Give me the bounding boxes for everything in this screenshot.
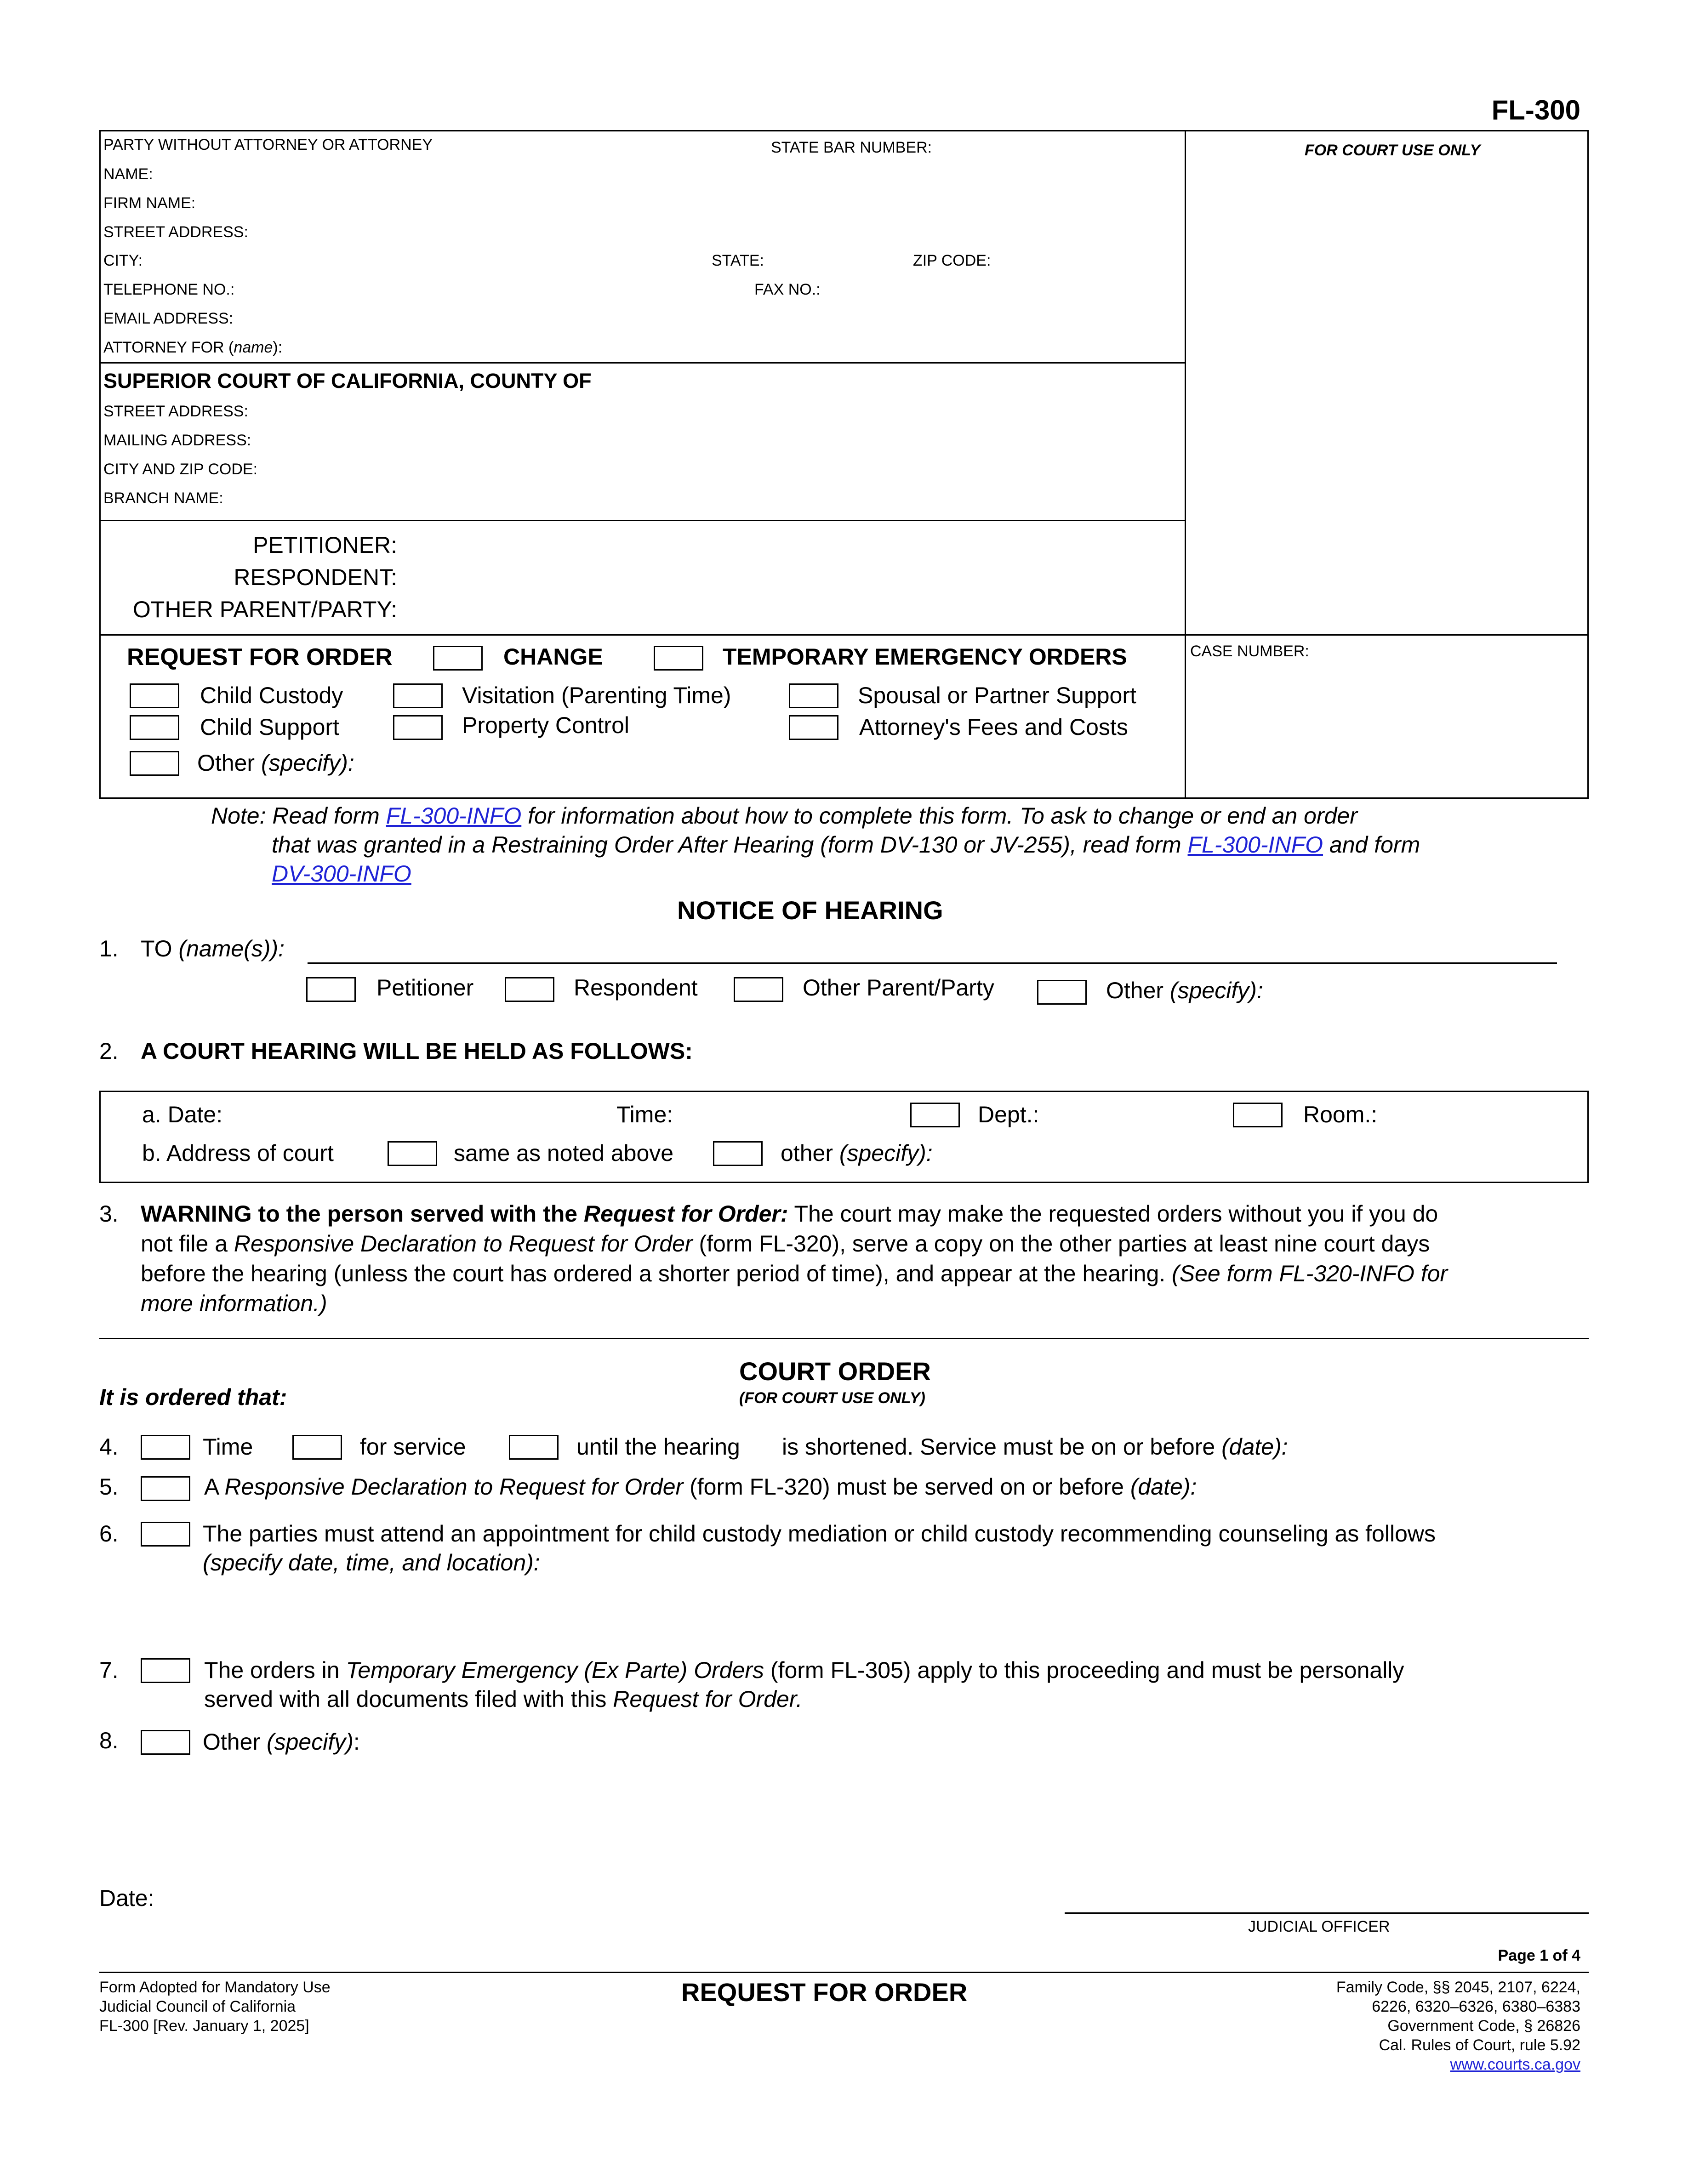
item-6-number: 6. [99, 1521, 119, 1547]
until-hearing-checkbox[interactable] [509, 1435, 559, 1460]
footer-url-wrap [1450, 2056, 1580, 2074]
property-control-label: Property Control [462, 712, 630, 738]
temp-orders-checkbox[interactable] [654, 646, 703, 671]
name-label: NAME: [103, 165, 153, 183]
fl-300-info-link[interactable]: FL-300-INFO [386, 803, 522, 829]
item-8-number: 8. [99, 1728, 119, 1753]
item-3-line-3: before the hearing (unless the court has ordered a shorter period of time), and appear at the hearing. (See form FL-320-INFO for [141, 1261, 1448, 1286]
to-names-line[interactable] [308, 962, 1557, 964]
phone-label: TELEPHONE NO.: [103, 281, 235, 298]
attorney-fees-label: Attorney's Fees and Costs [859, 714, 1128, 740]
divider-vertical [1185, 130, 1186, 799]
visitation-label: Visitation (Parenting Time) [462, 682, 731, 708]
footer-divider [99, 1972, 1589, 1973]
court-order-title: COURT ORDER [739, 1357, 931, 1386]
notice-respondent-checkbox[interactable] [505, 977, 554, 1002]
child-support-label: Child Support [200, 714, 339, 740]
item-4-checkbox[interactable] [141, 1435, 190, 1460]
attorney-fees-checkbox[interactable] [789, 715, 838, 740]
party-label: PARTY WITHOUT ATTORNEY OR ATTORNEY [103, 136, 433, 154]
courts-website-link[interactable]: www.courts.ca.gov [1450, 2056, 1580, 2073]
item-8-label: Other (specify): [203, 1729, 360, 1755]
firm-label: FIRM NAME: [103, 194, 196, 212]
footer-right-2: 6226, 6320–6326, 6380–6383 [1372, 1998, 1580, 2015]
footer-right-4: Cal. Rules of Court, rule 5.92 [1379, 2036, 1580, 2054]
item-1-label: TO (name(s)): [141, 936, 285, 961]
same-address-checkbox[interactable] [388, 1141, 437, 1166]
item-7-checkbox[interactable] [141, 1658, 190, 1683]
court-address-label: b. Address of court [142, 1140, 334, 1166]
item-7-number: 7. [99, 1657, 119, 1683]
zip-label: ZIP CODE: [913, 252, 991, 269]
state-bar-label: STATE BAR NUMBER: [771, 139, 932, 156]
notice-other-label: Other (specify): [1106, 978, 1263, 1003]
dv-300-info-link[interactable]: DV-300-INFO [272, 861, 411, 887]
footer-right-3: Government Code, § 26826 [1387, 2017, 1580, 2035]
divider-court [99, 362, 1186, 364]
room-checkbox[interactable] [1233, 1103, 1283, 1127]
item-1-number: 1. [99, 936, 119, 961]
item-7-line-1: The orders in Temporary Emergency (Ex Parte) Orders (form FL-305) apply to this proceeding and must be personally [204, 1657, 1404, 1683]
change-checkbox[interactable] [433, 646, 483, 671]
other-address-checkbox[interactable] [713, 1141, 763, 1166]
court-title: SUPERIOR COURT OF CALIFORNIA, COUNTY OF [103, 369, 592, 392]
page-number: Page 1 of 4 [1498, 1947, 1580, 1964]
case-number-label: CASE NUMBER: [1190, 643, 1309, 660]
divider-request [99, 634, 1589, 636]
fax-label: FAX NO.: [754, 281, 821, 298]
spousal-support-label: Spousal or Partner Support [858, 682, 1136, 708]
judicial-signature-line[interactable] [1065, 1912, 1589, 1914]
item-5-checkbox[interactable] [141, 1476, 190, 1501]
notice-petitioner-label: Petitioner [376, 975, 474, 1001]
footer-left-1: Form Adopted for Mandatory Use [99, 1979, 331, 1996]
date-label: Date: [99, 1885, 154, 1911]
item-5-text: A Responsive Declaration to Request for Order (form FL-320) must be served on or before (date): [204, 1474, 1197, 1500]
notice-respondent-label: Respondent [574, 975, 698, 1001]
request-title: REQUEST FOR ORDER [127, 644, 393, 671]
item-6-checkbox[interactable] [141, 1522, 190, 1547]
same-address-label: same as noted above [454, 1140, 674, 1166]
note-line-2: that was granted in a Restraining Order After Hearing (form DV-130 or JV-255), read form FL-300-INFO and form [272, 832, 1420, 858]
item-3-line-1: WARNING to the person served with the Request for Order: The court may make the requested orders without you if you do [141, 1201, 1438, 1227]
item-6-line-1: The parties must attend an appointment for child custody mediation or child custody recommending counseling as follows [203, 1521, 1436, 1547]
court-branch-label: BRANCH NAME: [103, 489, 223, 507]
note-line-1: Note: Read form FL-300-INFO for information about how to complete this form. To ask to change or end an order [211, 803, 1357, 829]
form-id: FL-300 [1491, 95, 1580, 125]
court-use-label: FOR COURT USE ONLY [1305, 142, 1481, 159]
fl-300-info-link-2[interactable]: FL-300-INFO [1187, 832, 1323, 858]
state-label: STATE: [712, 252, 764, 269]
hearing-date-label: a. Date: [142, 1102, 223, 1127]
footer-left-3: FL-300 [Rev. January 1, 2025] [99, 2017, 309, 2035]
other-request-label: Other (specify): [197, 750, 354, 776]
court-street-label: STREET ADDRESS: [103, 403, 248, 420]
property-control-checkbox[interactable] [393, 715, 443, 740]
spousal-support-checkbox[interactable] [789, 683, 838, 708]
judicial-officer-label: JUDICIAL OFFICER [1248, 1918, 1390, 1935]
notice-other-parent-checkbox[interactable] [734, 977, 783, 1002]
hearing-time-label: Time: [616, 1102, 673, 1127]
other-party-label: OTHER PARENT/PARTY: [132, 597, 397, 622]
temp-orders-label: TEMPORARY EMERGENCY ORDERS [723, 644, 1127, 670]
divider-parties [99, 520, 1186, 521]
item-4-number: 4. [99, 1434, 119, 1460]
change-label: CHANGE [503, 644, 603, 670]
other-address-label: other (specify): [781, 1140, 933, 1166]
item-4-shortened: is shortened. Service must be on or before (date): [782, 1434, 1288, 1460]
child-custody-label: Child Custody [200, 682, 343, 708]
court-order-subtitle: (FOR COURT USE ONLY) [739, 1389, 925, 1407]
item-6-line-2: (specify date, time, and location): [203, 1550, 540, 1575]
notice-petitioner-checkbox[interactable] [306, 977, 356, 1002]
notice-other-checkbox[interactable] [1037, 980, 1087, 1005]
footer-right-1: Family Code, §§ 2045, 2107, 6224, [1336, 1979, 1580, 1996]
for-service-label: for service [360, 1434, 466, 1460]
for-service-checkbox[interactable] [292, 1435, 342, 1460]
section-divider [99, 1338, 1589, 1339]
court-mailing-label: MAILING ADDRESS: [103, 432, 251, 449]
item-4-time-label: Time [203, 1434, 253, 1460]
street-label: STREET ADDRESS: [103, 223, 248, 241]
until-hearing-label: until the hearing [576, 1434, 740, 1460]
child-custody-checkbox[interactable] [130, 683, 179, 708]
note-line-3 [272, 860, 411, 887]
respondent-label: RESPONDENT: [234, 564, 397, 590]
item-7-line-2: served with all documents filed with this Request for Order. [204, 1686, 803, 1712]
city-label: CITY: [103, 252, 143, 269]
visitation-checkbox[interactable] [393, 683, 443, 708]
item-5-number: 5. [99, 1474, 119, 1500]
petitioner-label: PETITIONER: [253, 532, 397, 558]
court-city-zip-label: CITY AND ZIP CODE: [103, 461, 258, 478]
footer-left-2: Judicial Council of California [99, 1998, 296, 2015]
attorney-for-label: ATTORNEY FOR (name): [103, 339, 283, 356]
footer-title: REQUEST FOR ORDER [681, 1978, 968, 2007]
item-2-number: 2. [99, 1038, 119, 1064]
child-support-checkbox[interactable] [130, 715, 179, 740]
item-3-line-2: not file a Responsive Declaration to Request for Order (form FL-320), serve a copy on the other parties at least nine court days [141, 1231, 1430, 1257]
ordered-label: It is ordered that: [99, 1384, 287, 1410]
room-label: Room.: [1303, 1102, 1378, 1127]
item-3-line-4: more information.) [141, 1291, 327, 1316]
email-label: EMAIL ADDRESS: [103, 310, 234, 327]
notice-other-parent-label: Other Parent/Party [803, 975, 994, 1001]
item-2-label: A COURT HEARING WILL BE HELD AS FOLLOWS: [141, 1038, 693, 1064]
dept-checkbox[interactable] [910, 1103, 960, 1127]
notice-title: NOTICE OF HEARING [677, 896, 943, 925]
item-3-number: 3. [99, 1201, 119, 1227]
other-request-checkbox[interactable] [130, 751, 179, 776]
dept-label: Dept.: [978, 1102, 1039, 1127]
item-8-checkbox[interactable] [141, 1730, 190, 1755]
